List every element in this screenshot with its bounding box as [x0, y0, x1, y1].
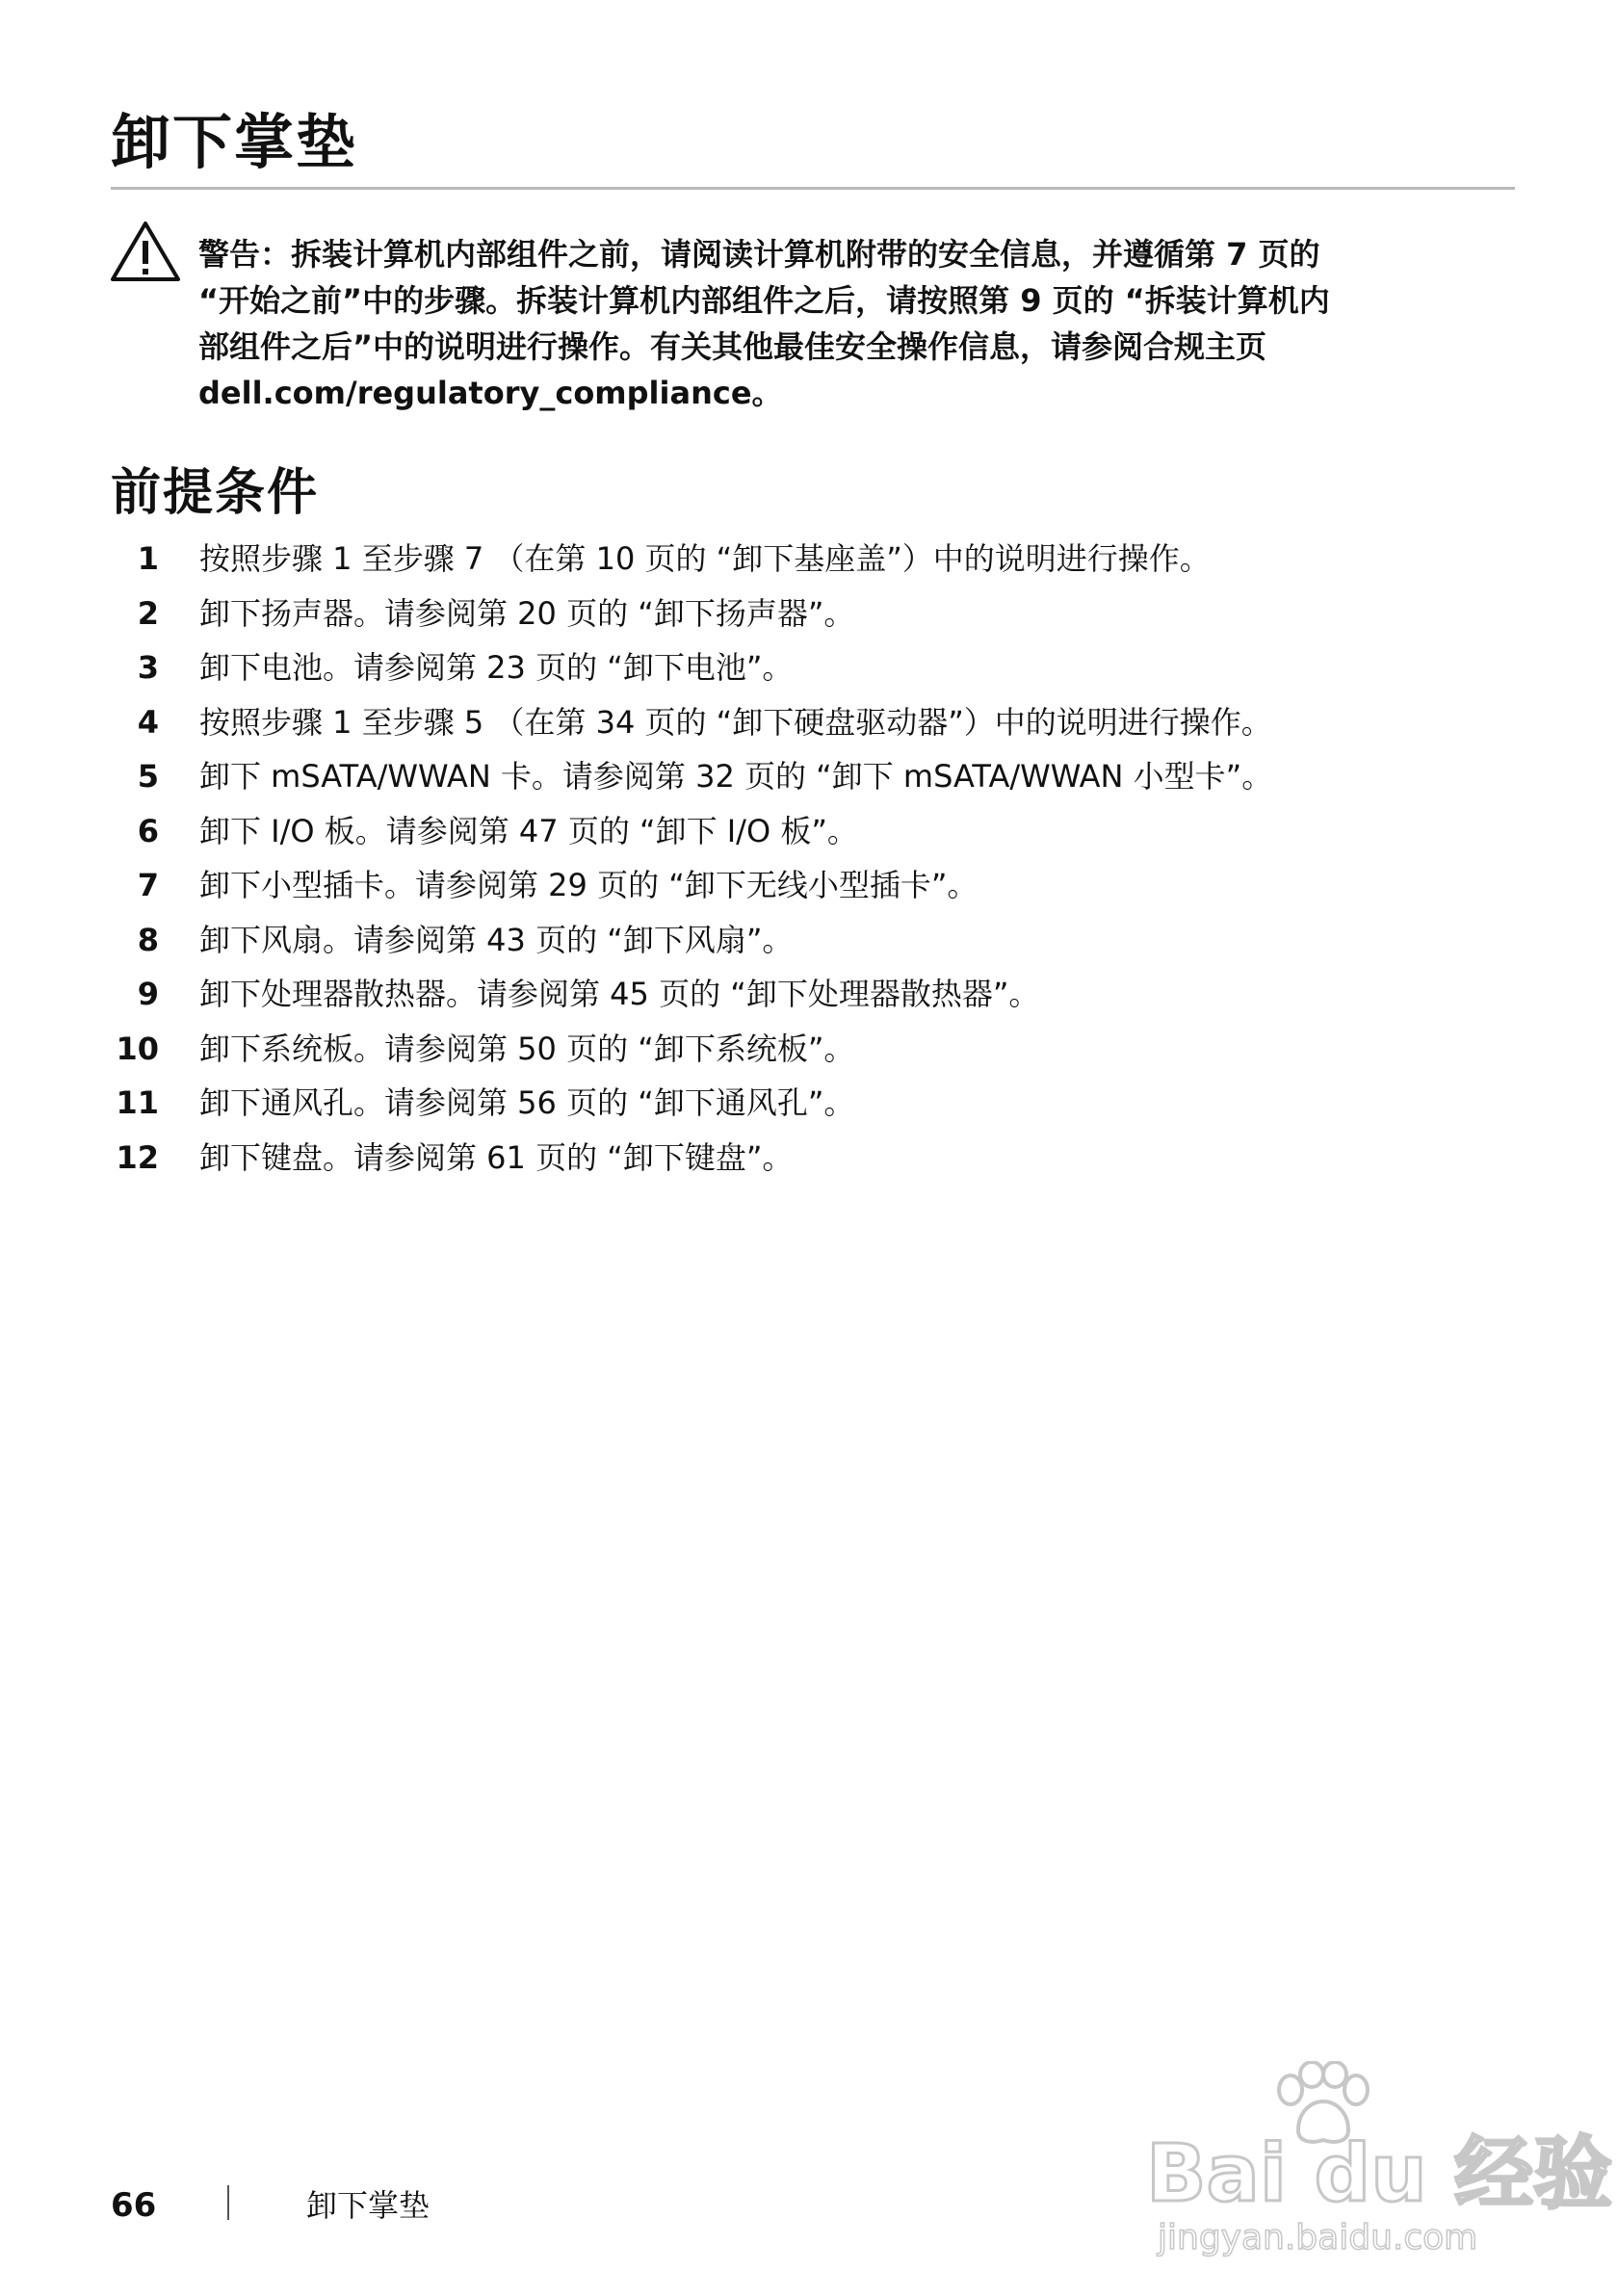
step-number: 4 [137, 703, 159, 741]
page-title: 卸下掌垫 [111, 107, 358, 177]
warning-line: dell.com/regulatory_compliance。 [198, 375, 783, 411]
list-item [111, 587, 1498, 641]
prerequisite-steps-list [111, 532, 1498, 1185]
step-text: 卸下处理器散热器。请参阅第 45 页的 “卸下处理器散热器”。 [199, 976, 1040, 1012]
step-number: 6 [137, 812, 159, 849]
list-item [111, 913, 1498, 968]
step-number: 8 [137, 921, 159, 958]
list-item [111, 1131, 1498, 1186]
step-number: 10 [116, 1030, 159, 1067]
list-item [111, 858, 1498, 913]
warning-triangle-icon [109, 220, 182, 283]
step-number: 9 [137, 976, 159, 1012]
step-text: 卸下风扇。请参阅第 43 页的 “卸下风扇”。 [199, 921, 794, 958]
list-item [111, 1022, 1498, 1077]
step-number: 3 [137, 649, 159, 686]
step-number: 5 [137, 758, 159, 795]
step-text: 卸下通风孔。请参阅第 56 页的 “卸下通风孔”。 [199, 1084, 855, 1121]
step-number: 7 [137, 867, 159, 903]
list-item [111, 749, 1498, 804]
prerequisites-heading: 前提条件 [111, 464, 320, 522]
list-item [111, 532, 1498, 587]
step-text: 卸下 I/O 板。请参阅第 47 页的 “卸下 I/O 板”。 [199, 812, 858, 849]
footer-title: 卸下掌垫 [306, 2187, 431, 2224]
step-number: 2 [137, 594, 159, 632]
warning-notice [198, 231, 1508, 416]
step-number: 12 [116, 1138, 159, 1176]
watermark-brand: Bai du 经验 [1146, 2128, 1613, 2220]
step-number: 1 [137, 540, 159, 577]
step-text: 按照步骤 1 至步骤 5 （在第 34 页的 “卸下硬盘驱动器”）中的说明进行操作。 [199, 703, 1272, 741]
step-text: 卸下键盘。请参阅第 61 页的 “卸下键盘”。 [199, 1138, 794, 1176]
title-divider [111, 187, 1515, 190]
footer-page-number: 66 [111, 2186, 157, 2225]
step-text: 按照步骤 1 至步骤 7 （在第 10 页的 “卸下基座盖”）中的说明进行操作。 [199, 540, 1211, 577]
warning-line: 警告：拆装计算机内部组件之前，请阅读计算机附带的安全信息，并遵循第 7 页的 [198, 236, 1320, 273]
step-text: 卸下小型插卡。请参阅第 29 页的 “卸下无线小型插卡”。 [199, 867, 979, 903]
warning-line: 部组件之后”中的说明进行操作。有关其他最佳安全操作信息，请参阅合规主页 [198, 328, 1267, 365]
step-text: 卸下电池。请参阅第 23 页的 “卸下电池”。 [199, 649, 794, 686]
step-text: 卸下 mSATA/WWAN 卡。请参阅第 32 页的 “卸下 mSATA/WWAN 小型卡”。 [199, 758, 1273, 795]
list-item [111, 804, 1498, 859]
list-item [111, 695, 1498, 750]
footer-separator [227, 2185, 229, 2220]
list-item [111, 967, 1498, 1022]
list-item [111, 640, 1498, 695]
step-text: 卸下扬声器。请参阅第 20 页的 “卸下扬声器”。 [199, 594, 855, 632]
step-text: 卸下系统板。请参阅第 50 页的 “卸下系统板”。 [199, 1030, 855, 1067]
warning-line: “开始之前”中的步骤。拆装计算机内部组件之后，请按照第 9 页的 “拆装计算机内 [198, 282, 1330, 319]
watermark-url: jingyan.baidu.com [1158, 2218, 1478, 2257]
list-item [111, 1076, 1498, 1131]
baidu-watermark [1146, 2061, 1613, 2257]
step-number: 11 [116, 1084, 159, 1121]
